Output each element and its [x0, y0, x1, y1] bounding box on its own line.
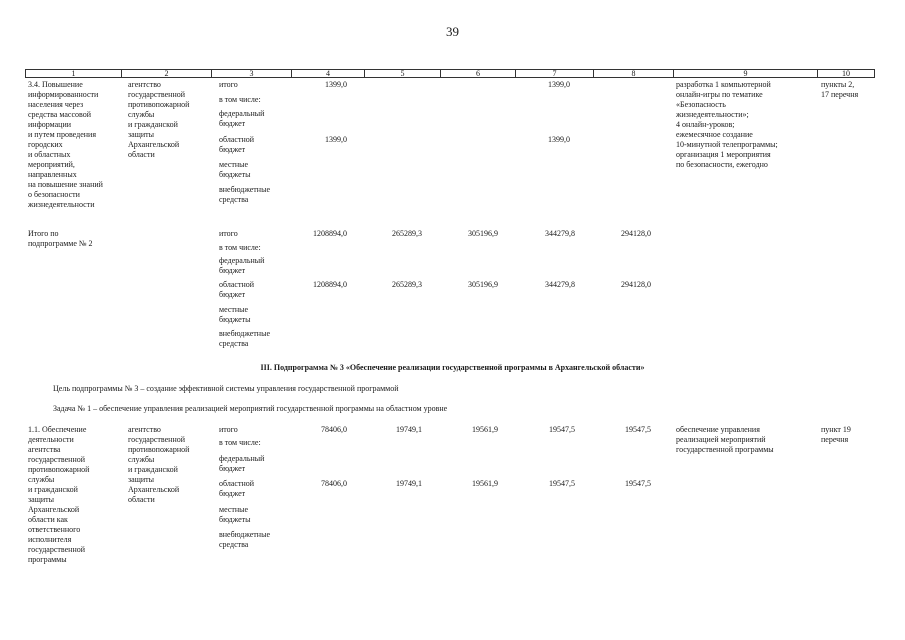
- row-1-1-total-col4: 78406,0: [321, 425, 347, 434]
- row-1-1-result: обеспечение управления реализацией мероприятий государственной программы: [676, 425, 774, 454]
- subtotal-source-federal: федеральный бюджет: [219, 256, 265, 275]
- column-header-4: 4: [292, 70, 365, 77]
- subtotal-total-col5: 265289,3: [392, 229, 422, 238]
- subtotal-source-local: местные бюджеты: [219, 305, 251, 324]
- row-1-1-regional-col5: 19749,1: [396, 479, 422, 488]
- subtotal-regional-col8: 294128,0: [621, 280, 651, 289]
- row-1-1-executor: агентство государственной противопожарной службы и гражданской защиты Архангельской области: [128, 425, 190, 504]
- row-3-4-source-federal: федеральный бюджет: [219, 109, 265, 128]
- row-3-4-total-col7: 1399,0: [548, 80, 570, 89]
- row-3-4-source-total: итого: [219, 80, 238, 89]
- subtotal-regional-col6: 305196,9: [468, 280, 498, 289]
- subtotal-source-total: итого: [219, 229, 238, 238]
- subtotal-total-col6: 305196,9: [468, 229, 498, 238]
- column-header-3: 3: [212, 70, 292, 77]
- row-3-4-total-col4: 1399,0: [325, 80, 347, 89]
- row-1-1-source-extrabudget: внебюджетные средства: [219, 530, 270, 549]
- subtotal-source-extrabudget: внебюджетные средства: [219, 329, 270, 348]
- subtotal-total-col8: 294128,0: [621, 229, 651, 238]
- row-1-1-source-total: итого: [219, 425, 238, 434]
- row-3-4-regional-col4: 1399,0: [325, 135, 347, 144]
- column-header-5: 5: [365, 70, 441, 77]
- row-1-1-activity: 1.1. Обеспечение деятельности агентства государственной противопожарной службы и гражданской защиты Архангельской области как ответственного исполнителя государственной программы: [28, 425, 90, 564]
- page-number: 39: [446, 24, 459, 39]
- subtotal-regional-col7: 344279,8: [545, 280, 575, 289]
- row-1-1-source-local: местные бюджеты: [219, 505, 251, 524]
- column-header-1: 1: [26, 70, 122, 77]
- row-3-4-executor: агентство государственной противопожарной службы и гражданской защиты Архангельской области: [128, 80, 190, 159]
- row-3-4-result: разработка 1 компьютерной онлайн-игры по тематике «Безопасность жизнедеятельности»; 4 онлайн-уроков; ежемесячное создание 10-минутной телепрограммы; организация 1 мероприятия по безопасности, ежегодно: [676, 80, 778, 169]
- table-header-row: [25, 69, 875, 78]
- column-header-2: 2: [122, 70, 212, 77]
- row-3-4-source-including: в том числе:: [219, 95, 261, 104]
- row-3-4-source-extrabudget: внебюджетные средства: [219, 185, 270, 204]
- row-1-1-source-including: в том числе:: [219, 438, 261, 447]
- section-task: Задача № 1 – обеспечение управления реализацией мероприятий государственной программы на областном уровне: [53, 404, 448, 413]
- row-1-1-regional-col6: 19561,9: [472, 479, 498, 488]
- subtotal-total-col4: 1208894,0: [313, 229, 347, 238]
- row-3-4-reference: пункты 2, 17 перечня: [821, 80, 859, 99]
- row-1-1-regional-col8: 19547,5: [625, 479, 651, 488]
- row-3-4-source-local: местные бюджеты: [219, 160, 251, 179]
- subtotal-total-col7: 344279,8: [545, 229, 575, 238]
- column-header-6: 6: [441, 70, 516, 77]
- row-1-1-regional-col7: 19547,5: [549, 479, 575, 488]
- column-header-7: 7: [516, 70, 594, 77]
- row-1-1-source-federal: федеральный бюджет: [219, 454, 265, 473]
- row-1-1-total-col6: 19561,9: [472, 425, 498, 434]
- row-1-1-regional-col4: 78406,0: [321, 479, 347, 488]
- row-3-4-regional-col7: 1399,0: [548, 135, 570, 144]
- section-goal: Цель подпрограммы № 3 – создание эффективной системы управления государственной программой: [53, 384, 399, 393]
- row-1-1-reference: пункт 19 перечня: [821, 425, 851, 444]
- row-1-1-total-col5: 19749,1: [396, 425, 422, 434]
- row-1-1-total-col7: 19547,5: [549, 425, 575, 434]
- row-1-1-total-col8: 19547,5: [625, 425, 651, 434]
- subtotal-regional-col4: 1208894,0: [313, 280, 347, 289]
- column-header-10: 10: [842, 69, 850, 78]
- subtotal-source-regional: областной бюджет: [219, 280, 255, 299]
- row-3-4-activity: 3.4. Повышение информированности населения через средства массовой информации и путем проведения городских и областных мероприятий, направленных на повышение знаний о безопасности жизнедеятельности: [28, 80, 103, 209]
- section-title: III. Подпрограмма № 3 «Обеспечение реализации государственной программы в Архангельской области»: [260, 363, 645, 372]
- column-header-8: 8: [594, 70, 674, 77]
- row-1-1-source-regional: областной бюджет: [219, 479, 255, 498]
- column-header-9: 9: [674, 70, 818, 77]
- subtotal-label: Итого по подпрограмме № 2: [28, 229, 93, 248]
- row-3-4-source-regional: областной бюджет: [219, 135, 255, 154]
- subtotal-source-including: в том числе:: [219, 243, 261, 252]
- subtotal-regional-col5: 265289,3: [392, 280, 422, 289]
